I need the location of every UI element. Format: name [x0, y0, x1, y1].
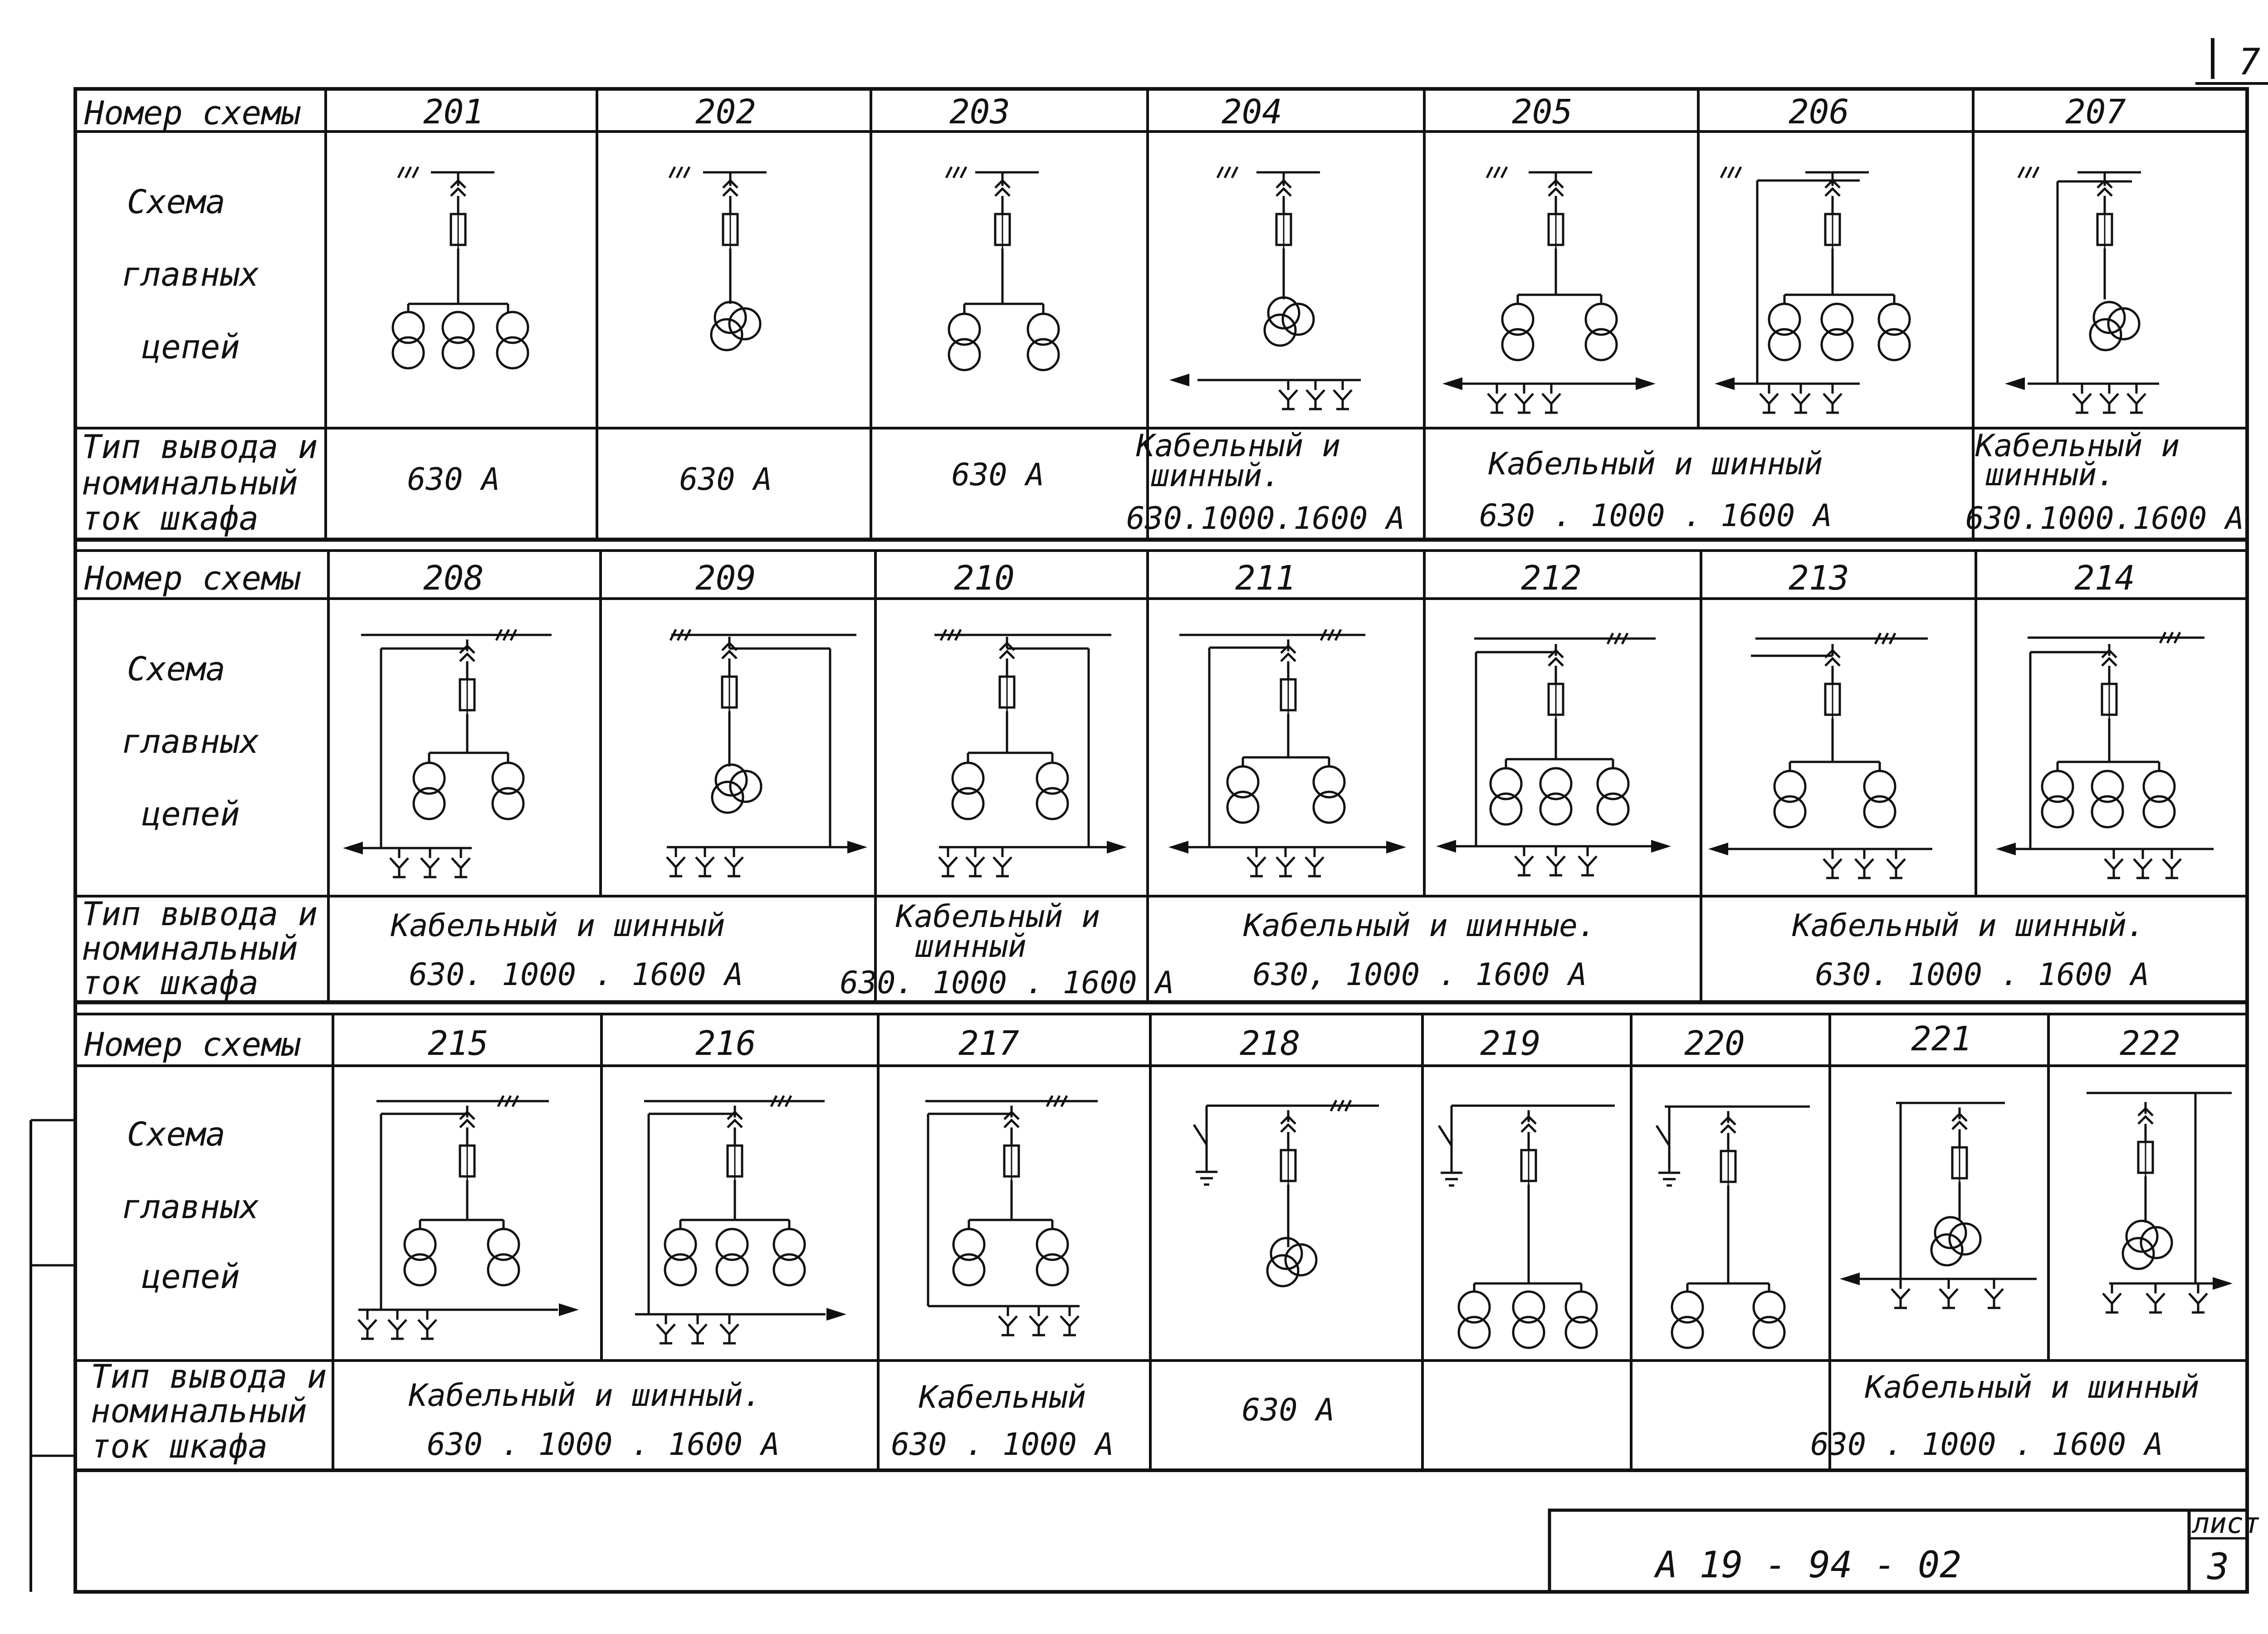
- corner-page-number: 7: [2239, 41, 2261, 83]
- rating-202: 630 А: [679, 462, 772, 498]
- scheme-number-206: 206: [1789, 93, 1849, 132]
- diagram-214: [1996, 632, 2214, 878]
- rating-204-line3: 630.1000.1600 А: [1126, 501, 1405, 537]
- diagram-210: [934, 629, 1127, 876]
- scheme-number-213: 213: [1789, 559, 1849, 598]
- main-circuit-label-line2: главных: [122, 722, 259, 761]
- main-circuit-label-line3: цепей: [142, 328, 240, 366]
- rating-211-212-line1: Кабельный и шинные.: [1243, 908, 1596, 944]
- rating-208-209-line1: Кабельный и шинный: [391, 908, 725, 944]
- binding-edge: [31, 1120, 75, 1592]
- scheme-number-label: Номер схемы: [84, 1025, 301, 1063]
- scheme-number-218: 218: [1240, 1024, 1300, 1063]
- rating-221-222-line2: 630 . 1000 . 1600 А: [1810, 1427, 2163, 1463]
- diagram-220: [1657, 1107, 1810, 1348]
- rating-215-216-line1: Кабельный и шинный.: [409, 1378, 762, 1414]
- scheme-number-216: 216: [695, 1024, 756, 1063]
- diagram-202: [670, 167, 767, 350]
- diagram-208: [343, 629, 552, 877]
- output-type-label-line2: номинальный: [82, 464, 298, 502]
- output-type-label-line2: номинальный: [91, 1392, 307, 1430]
- diagram-212: [1436, 633, 1671, 875]
- diagram-204: [1169, 167, 1361, 409]
- main-circuit-label-line3: цепей: [142, 795, 240, 833]
- rating-207-line2: шинный.: [1985, 457, 2116, 493]
- output-type-label-line2: номинальный: [82, 929, 298, 967]
- rating-213-214-line1: Кабельный и шинный.: [1792, 908, 2145, 944]
- rating-207-line1: Кабельный и: [1975, 428, 2180, 464]
- rating-210-line1: Кабельный и: [895, 899, 1100, 935]
- diagram-217: [925, 1096, 1098, 1335]
- diagram-216: [635, 1096, 846, 1343]
- document-code: А 19 - 94 - 02: [1656, 1544, 1962, 1586]
- output-type-label-line3: ток шкафа: [91, 1427, 268, 1465]
- sheet-number: 3: [2207, 1546, 2229, 1588]
- scheme-number-210: 210: [954, 559, 1015, 598]
- row-labels-block-2: [82, 559, 318, 1002]
- ratings: [391, 428, 2244, 1463]
- diagram-201: [393, 167, 528, 368]
- title-block: [1549, 1507, 2260, 1592]
- diagram-209: [667, 629, 867, 876]
- scheme-number-209: 209: [695, 559, 756, 598]
- scheme-number-204: 204: [1222, 93, 1282, 132]
- scheme-number-208: 208: [423, 559, 484, 598]
- diagram-205: [1442, 167, 1656, 413]
- main-circuit-label-line3: цепей: [142, 1258, 240, 1296]
- rating-208-209-line2: 630. 1000 . 1600 А: [409, 957, 743, 993]
- diagram-218: [1194, 1100, 1379, 1286]
- rating-205-206-line2: 630 . 1000 . 1600 А: [1479, 498, 1832, 534]
- sheet-label: лист: [2193, 1507, 2261, 1540]
- scheme-number-215: 215: [428, 1024, 489, 1063]
- scheme-number-219: 219: [1480, 1024, 1541, 1063]
- rating-205-206-line1: Кабельный и шинный: [1488, 446, 1823, 482]
- rating-204-line2: шинный.: [1150, 458, 1281, 494]
- scheme-number-205: 205: [1512, 93, 1573, 132]
- output-type-label-line3: ток шкафа: [82, 499, 259, 537]
- scheme-number-label: Номер схемы: [84, 94, 301, 132]
- rating-213-214-line2: 630. 1000 . 1600 А: [1815, 957, 2150, 993]
- scheme-number-221: 221: [1911, 1019, 1972, 1058]
- scheme-number-212: 212: [1521, 559, 1582, 598]
- main-circuit-label-line1: Схема: [127, 1115, 225, 1153]
- rating-210-line2: шинный: [915, 929, 1026, 965]
- rating-201: 630 А: [407, 462, 500, 498]
- rating-217-line1: Кабельный: [919, 1380, 1086, 1415]
- rating-207-line3: 630.1000.1600 А: [1965, 501, 2244, 537]
- output-type-label-line1: Тип вывода и: [82, 428, 318, 466]
- main-circuit-label-line2: главных: [122, 255, 259, 293]
- diagram-215: [358, 1096, 579, 1339]
- diagram-203: [946, 167, 1059, 370]
- output-type-label-line1: Тип вывода и: [82, 895, 318, 933]
- scheme-number-201: 201: [423, 93, 484, 132]
- row-labels-block-3: [84, 1025, 327, 1465]
- diagram-219: [1439, 1106, 1615, 1348]
- rating-203: 630 А: [951, 457, 1045, 493]
- diagram-221: [1840, 1103, 2037, 1308]
- output-type-label-line3: ток шкафа: [82, 964, 259, 1002]
- scheme-number-211: 211: [1235, 559, 1296, 598]
- scheme-number-202: 202: [695, 93, 756, 132]
- scheme-number-214: 214: [2074, 559, 2135, 598]
- rating-218: 630 А: [1242, 1392, 1335, 1428]
- rating-210-line3: 630. 1000 . 1600 А: [840, 965, 1174, 1001]
- rating-204-line1: Кабельный и: [1136, 428, 1341, 464]
- scheme-number-220: 220: [1684, 1024, 1745, 1063]
- scheme-number-217: 217: [958, 1024, 1019, 1063]
- scheme-number-label: Номер схемы: [84, 559, 301, 597]
- scheme-number-222: 222: [2120, 1024, 2180, 1063]
- main-circuit-label-line1: Схема: [127, 650, 225, 688]
- diagram-222: [2087, 1093, 2233, 1312]
- diagram-211: [1168, 629, 1406, 876]
- row-labels-block-1: [82, 94, 318, 537]
- diagram-213: [1708, 633, 1932, 878]
- rating-215-216-line2: 630 . 1000 . 1600 А: [427, 1427, 780, 1463]
- diagram-206: [1715, 167, 1910, 413]
- rating-221-222-line1: Кабельный и шинный: [1865, 1370, 2200, 1405]
- rating-217-line2: 630 . 1000 А: [891, 1427, 1114, 1463]
- diagram-207: [2005, 167, 2159, 413]
- output-type-label-line1: Тип вывода и: [91, 1357, 327, 1395]
- scheme-number-203: 203: [949, 93, 1010, 132]
- main-circuit-label-line1: Схема: [127, 183, 225, 221]
- scheme-number-207: 207: [2065, 93, 2126, 132]
- main-circuit-label-line2: главных: [122, 1188, 259, 1226]
- rating-211-212-line2: 630, 1000 . 1600 А: [1252, 957, 1587, 993]
